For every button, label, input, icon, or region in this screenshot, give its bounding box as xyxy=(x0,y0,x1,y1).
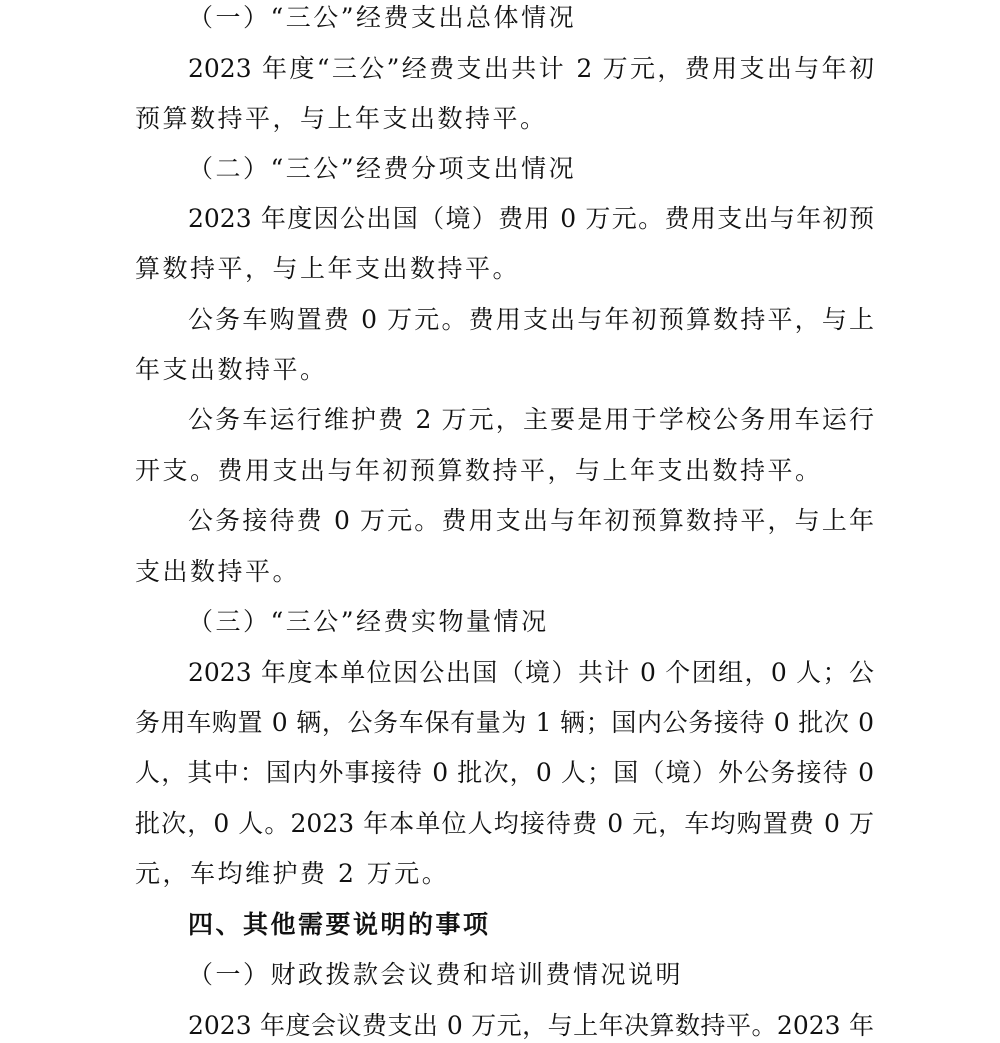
paragraph-line: 人，其中：国内外事接待 0 批次，0 人；国（境）外公务接待 0 xyxy=(135,758,874,787)
section-heading-1-2: （二）“三公”经费分项支出情况 xyxy=(188,154,577,183)
paragraph-line: 元，车均维护费 2 万元。 xyxy=(135,859,450,888)
paragraph-line: 2023 年度“三公”经费支出共计 2 万元，费用支出与年初 xyxy=(188,54,874,83)
paragraph-line: 批次，0 人。2023 年本单位人均接待费 0 元，车均购置费 0 万 xyxy=(135,809,874,838)
section-heading-1-3: （三）“三公”经费实物量情况 xyxy=(188,607,549,636)
paragraph-line: 2023 年度会议费支出 0 万元，与上年决算数持平。2023 年 xyxy=(188,1011,874,1040)
section-heading-4-1: （一）财政拨款会议费和培训费情况说明 xyxy=(188,960,684,989)
paragraph-line: 算数持平，与上年支出数持平。 xyxy=(135,254,521,283)
paragraph-line: 预算数持平，与上年支出数持平。 xyxy=(135,104,548,133)
paragraph-line: 年支出数持平。 xyxy=(135,355,328,384)
paragraph-line: 公务车购置费 0 万元。费用支出与年初预算数持平，与上 xyxy=(188,305,874,334)
paragraph-line: 2023 年度本单位因公出国（境）共计 0 个团组，0 人；公 xyxy=(188,658,874,687)
section-heading-1-1: （一）“三公”经费支出总体情况 xyxy=(188,3,577,32)
paragraph-line: 支出数持平。 xyxy=(135,557,301,586)
section-heading-4: 四、其他需要说明的事项 xyxy=(188,910,491,939)
paragraph-line: 务用车购置 0 辆，公务车保有量为 1 辆；国内公务接待 0 批次 0 xyxy=(135,708,874,737)
paragraph-line: 公务车运行维护费 2 万元，主要是用于学校公务用车运行 xyxy=(188,405,874,434)
paragraph-line: 公务接待费 0 万元。费用支出与年初预算数持平，与上年 xyxy=(188,506,874,535)
paragraph-line: 2023 年度因公出国（境）费用 0 万元。费用支出与年初预 xyxy=(188,204,874,233)
paragraph-line: 开支。费用支出与年初预算数持平，与上年支出数持平。 xyxy=(135,456,823,485)
